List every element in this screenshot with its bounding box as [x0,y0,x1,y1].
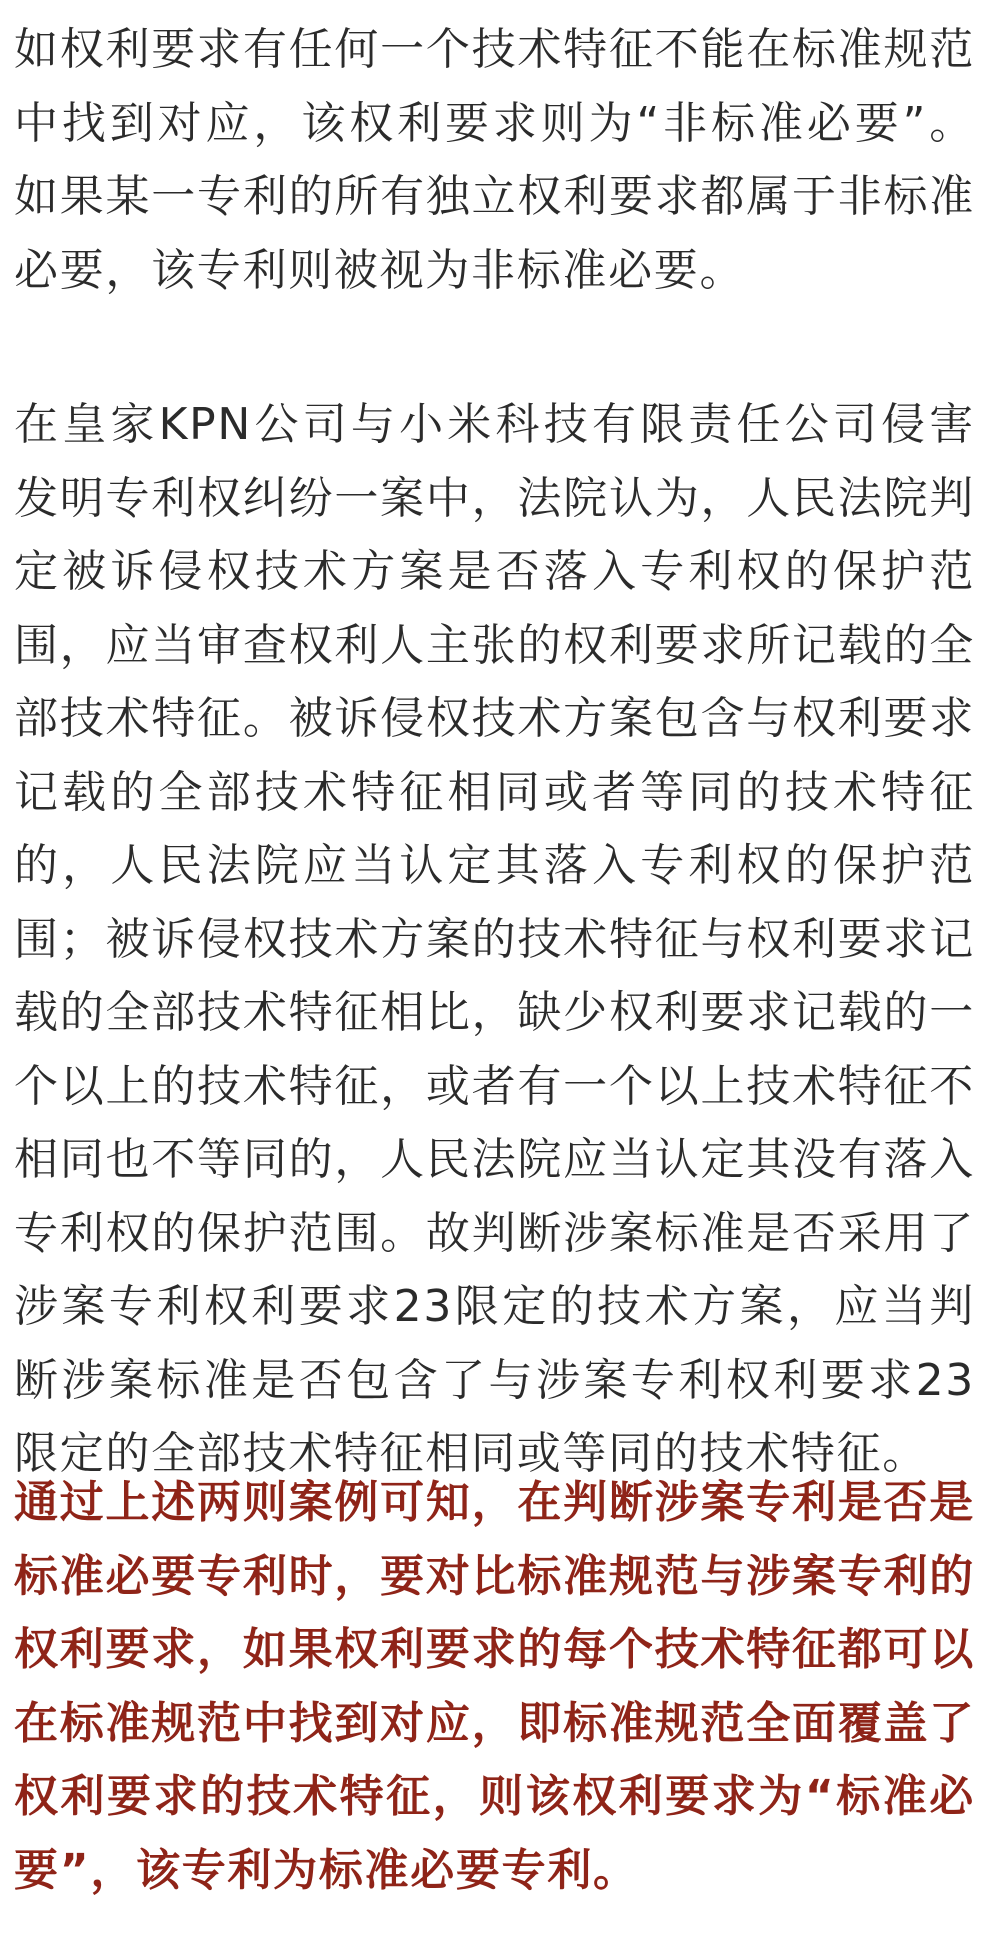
paragraph-kpn-xiaomi-case: 在皇家KPN公司与小米科技有限责任公司侵害发明专利权纠纷一案中，法院认为，人民法院判定被诉侵权技术方案是否落入专利权的保护范围，应当审查权利人主张的权利要求所记载的全部技术特征。被诉侵权技术方案包含与权利要求记载的全部技术特征相同或者等同的技术特征的，人民法院应当认定其落入专利权的保护范围；被诉侵权技术方案的技术特征与权利要求记载的全部技术特征相比，缺少权利要求记载的一个以上的技术特征，或者有一个以上技术特征不相同也不等同的，人民法院应当认定其没有落入专利权的保护范围。故判断涉案标准是否采用了涉案专利权利要求23限定的技术方案，应当判断涉案标准是否包含了与涉案专利权利要求23限定的全部技术特征相同或等同的技术特征。 [14,399,975,1479]
paragraph-non-standard-essential: 如权利要求有任何一个技术特征不能在标准规范中找到对应，该权利要求则为“非标准必要”。如果某一专利的所有独立权利要求都属于非标准必要，该专利则被视为非标准必要。 [14,24,975,296]
paragraph-conclusion-highlight: 通过上述两则案例可知，在判断涉案专利是否是标准必要专利时，要对比标准规范与涉案专利的权利要求，如果权利要求的每个技术特征都可以在标准规范中找到对应，即标准规范全面覆盖了权利要求的技术特征，则该权利要求为“标准必要”，该专利为标准必要专利。 [14,1477,975,1896]
